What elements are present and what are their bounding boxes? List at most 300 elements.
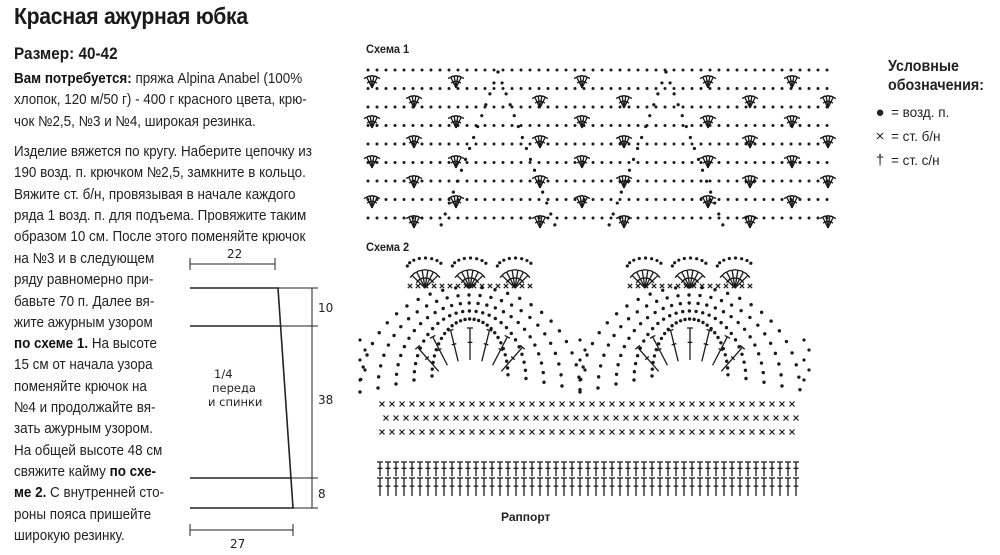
chain-stitch-mark — [634, 362, 637, 365]
chain-stitch-mark — [713, 201, 716, 204]
single-crochet-mark — [456, 284, 460, 288]
chain-stitch-mark — [529, 198, 532, 201]
chain-stitch-mark — [529, 262, 532, 265]
single-crochet-mark — [630, 430, 635, 435]
chain-stitch-mark — [817, 87, 820, 90]
chain-stitch-mark — [547, 69, 550, 72]
chain-stitch-mark — [422, 339, 425, 342]
chain-stitch-mark — [529, 161, 532, 164]
chain-stitch-mark — [627, 317, 630, 320]
chain-stitch-mark — [664, 161, 667, 164]
single-crochet-mark — [754, 416, 759, 421]
chain-stitch-mark — [529, 87, 532, 90]
chain-stitch-mark — [736, 161, 739, 164]
chain-stitch-mark — [772, 161, 775, 164]
chain-stitch-mark — [547, 106, 550, 109]
double-crochet-mark — [769, 478, 775, 496]
chain-stitch-mark — [826, 69, 829, 72]
chain-stitch-mark — [726, 292, 729, 295]
instructions-line-3: Вяжите ст. б/н, провязывая в начале каждого — [14, 186, 296, 203]
double-crochet-mark — [425, 462, 431, 476]
chain-stitch-mark — [574, 217, 577, 220]
chain-stitch-mark — [802, 358, 805, 361]
chain-stitch-mark — [817, 180, 820, 183]
chain-stitch-mark — [450, 324, 453, 327]
double-crochet-mark — [729, 478, 735, 496]
chain-stitch-mark — [448, 201, 451, 204]
chain-stitch-mark — [716, 336, 719, 339]
chain-stitch-mark — [412, 124, 415, 127]
double-crochet-mark — [385, 462, 391, 476]
chain-stitch-mark — [500, 81, 503, 84]
double-crochet-mark — [449, 478, 455, 496]
chain-stitch-mark — [457, 259, 460, 262]
chain-stitch-mark — [376, 180, 379, 183]
single-crochet-mark — [554, 416, 559, 421]
chain-stitch-mark — [729, 315, 732, 318]
chain-stitch-mark — [714, 306, 717, 309]
double-crochet-mark — [785, 462, 791, 476]
chain-stitch-mark — [754, 124, 757, 127]
legend-title-line-1: Условные — [888, 58, 959, 75]
single-crochet-mark — [488, 284, 492, 288]
chain-stitch-mark — [376, 143, 379, 146]
chain-stitch-mark — [521, 136, 524, 139]
single-crochet-mark — [628, 284, 632, 288]
chain-stitch-mark — [520, 198, 523, 201]
chain-stitch-mark — [749, 303, 752, 306]
chain-stitch-mark — [637, 161, 640, 164]
chain-stitch-mark — [592, 161, 595, 164]
chain-stitch-mark — [614, 382, 617, 385]
chain-stitch-mark — [412, 378, 415, 381]
chain-stitch-mark — [581, 365, 584, 368]
single-crochet-mark — [544, 416, 549, 421]
chain-stitch-mark — [628, 87, 631, 90]
chain-stitch-mark — [610, 180, 613, 183]
chain-stitch-mark — [682, 87, 685, 90]
chain-stitch-mark — [412, 69, 415, 72]
chain-stitch-mark — [727, 106, 730, 109]
single-crochet-mark — [404, 416, 409, 421]
double-crochet-mark — [433, 462, 439, 476]
chain-stitch-mark — [475, 217, 478, 220]
single-crochet-mark — [720, 402, 725, 407]
continuation-line: бавьте 70 п. Далее вя- — [14, 293, 155, 310]
double-crochet-mark — [769, 462, 775, 476]
chain-stitch-mark — [772, 143, 775, 146]
chain-stitch-mark — [668, 81, 671, 84]
single-crochet-mark — [620, 430, 625, 435]
single-crochet-mark — [670, 430, 675, 435]
chain-stitch-mark — [485, 303, 488, 306]
double-crochet-mark — [681, 462, 687, 476]
chain-stitch-mark — [484, 198, 487, 201]
chain-stitch-mark — [673, 180, 676, 183]
chain-stitch-mark — [439, 217, 442, 220]
chain-stitch-mark — [754, 87, 757, 90]
chain-stitch-mark — [522, 360, 525, 363]
double-crochet-mark — [545, 478, 551, 496]
chain-stitch-mark — [558, 329, 561, 332]
chain-stitch-mark — [556, 198, 559, 201]
chain-stitch-mark — [476, 125, 479, 128]
chain-stitch-mark — [396, 363, 399, 366]
double-crochet-mark — [377, 462, 383, 476]
chain-stitch-mark — [734, 256, 737, 259]
chain-stitch-mark — [394, 382, 397, 385]
double-crochet-mark — [433, 478, 439, 496]
chain-stitch-mark — [762, 371, 765, 374]
single-crochet-mark — [460, 430, 465, 435]
chain-stitch-mark — [421, 106, 424, 109]
materials-label: Вам потребуется: — [14, 71, 132, 87]
single-crochet-mark — [490, 402, 495, 407]
chain-stitch-mark — [556, 161, 559, 164]
single-crochet-mark — [460, 402, 465, 407]
chain-stitch-mark — [709, 191, 712, 194]
chain-stitch-mark — [519, 309, 522, 312]
chain-stitch-mark — [727, 217, 730, 220]
chain-stitch-mark — [799, 143, 802, 146]
chain-stitch-mark — [736, 124, 739, 127]
chain-stitch-mark — [763, 180, 766, 183]
chain-stitch-mark — [520, 69, 523, 72]
continuation-line: свяжите кайму — [14, 463, 110, 480]
chain-stitch-mark — [547, 161, 550, 164]
chain-stitch-mark — [505, 360, 508, 363]
chain-stitch-mark — [583, 180, 586, 183]
chain-stitch-mark — [713, 331, 716, 334]
chain-stitch-mark — [533, 169, 536, 172]
single-crochet-mark — [510, 402, 515, 407]
chain-stitch-mark — [430, 257, 433, 260]
chain-stitch-mark — [419, 322, 422, 325]
chain-stitch-mark — [508, 257, 511, 260]
double-crochet-mark — [737, 462, 743, 476]
single-crochet-mark — [480, 402, 485, 407]
chain-stitch-mark — [646, 198, 649, 201]
chain-stitch-mark — [367, 217, 370, 220]
double-crochet-mark — [417, 478, 423, 496]
chain-stitch-mark — [514, 256, 517, 259]
chain-stitch-mark — [612, 212, 615, 215]
chain-stitch-mark — [601, 143, 604, 146]
single-crochet-mark — [394, 416, 399, 421]
chain-stitch-mark — [376, 69, 379, 72]
double-crochet-mark — [777, 478, 783, 496]
chain-stitch-mark — [592, 69, 595, 72]
chain-stitch-mark — [745, 69, 748, 72]
chain-stitch-mark — [626, 264, 629, 267]
continuation-line: широкую резинку. — [14, 527, 125, 544]
single-crochet-mark — [700, 402, 705, 407]
chain-stitch-mark — [682, 106, 685, 109]
chain-stitch-mark — [466, 217, 469, 220]
chain-stitch-mark — [632, 259, 635, 262]
single-crochet-mark — [636, 284, 640, 288]
chain-stitch-mark — [394, 87, 397, 90]
chain-stitch-mark — [656, 92, 659, 95]
single-crochet-mark — [580, 402, 585, 407]
chain-stitch-mark — [466, 87, 469, 90]
chain-stitch-mark — [619, 161, 622, 164]
chain-stitch-mark — [646, 69, 649, 72]
chain-stitch-mark — [619, 106, 622, 109]
double-crochet-mark — [673, 478, 679, 496]
chain-stitch-mark — [436, 322, 439, 325]
chain-stitch-mark — [418, 257, 421, 260]
chain-stitch-mark — [668, 314, 671, 317]
chain-stitch-mark — [565, 124, 568, 127]
chain-stitch-mark — [808, 69, 811, 72]
chain-stitch-mark — [430, 161, 433, 164]
chain-stitch-mark — [730, 332, 733, 335]
chain-stitch-mark — [682, 217, 685, 220]
double-crochet-mark — [641, 478, 647, 496]
chain-stitch-mark — [606, 321, 609, 324]
chain-stitch-mark — [394, 180, 397, 183]
single-crochet-mark — [470, 430, 475, 435]
chain-stitch-mark — [799, 69, 802, 72]
double-crochet-mark — [529, 478, 535, 496]
chain-stitch-mark — [660, 337, 663, 340]
single-crochet-mark — [450, 402, 455, 407]
single-crochet-mark — [610, 430, 615, 435]
single-crochet-mark — [434, 416, 439, 421]
chain-stitch-mark — [543, 332, 546, 335]
chain-stitch-mark — [625, 304, 628, 307]
chain-stitch-mark — [748, 316, 751, 319]
chain-stitch-mark — [727, 143, 730, 146]
double-crochet-mark — [609, 478, 615, 496]
chain-stitch-mark — [556, 124, 559, 127]
chain-stitch-mark — [430, 143, 433, 146]
chain-stitch-mark — [601, 69, 604, 72]
chain-stitch-mark — [565, 340, 568, 343]
single-crochet-icon: × — [875, 128, 885, 145]
chain-stitch-mark — [403, 143, 406, 146]
chain-stitch-mark — [679, 319, 682, 322]
chain-stitch-mark — [484, 180, 487, 183]
chain-stitch-mark — [513, 114, 516, 117]
piece-label-line-2: переда — [212, 381, 256, 395]
single-crochet-mark — [680, 430, 685, 435]
chain-stitch-mark — [709, 69, 712, 72]
chain-stitch-mark — [610, 87, 613, 90]
chain-stitch-mark — [525, 147, 528, 150]
chain-stitch-mark — [739, 309, 742, 312]
chain-stitch-mark — [430, 217, 433, 220]
chain-stitch-mark — [628, 261, 631, 264]
single-crochet-mark — [416, 284, 420, 288]
chain-stitch-mark — [693, 147, 696, 150]
chain-stitch-mark — [808, 161, 811, 164]
chain-stitch-mark — [556, 106, 559, 109]
chain-stitch-mark — [416, 298, 419, 301]
chain-stitch-mark — [632, 158, 635, 161]
single-crochet-mark — [500, 430, 505, 435]
chain-stitch-mark — [601, 198, 604, 201]
chain-stitch-mark — [592, 198, 595, 201]
chain-stitch-mark — [700, 259, 703, 262]
chain-stitch-mark — [601, 180, 604, 183]
chain-stitch-mark — [385, 198, 388, 201]
legend-title — [888, 57, 984, 95]
chain-stitch-mark — [620, 191, 623, 194]
chain-stitch-mark — [636, 354, 639, 357]
double-crochet-mark — [417, 462, 423, 476]
single-crochet-mark — [520, 284, 524, 288]
chain-stitch-mark — [504, 353, 507, 356]
scheme2-chart — [358, 256, 810, 496]
chain-stitch-mark — [648, 292, 651, 295]
chain-stitch-mark — [520, 180, 523, 183]
double-crochet-mark — [777, 462, 783, 476]
chain-stitch-mark — [744, 377, 747, 380]
single-crochet-mark — [540, 430, 545, 435]
chain-stitch-mark — [727, 87, 730, 90]
double-crochet-mark — [673, 462, 679, 476]
chain-stitch-mark — [505, 326, 508, 329]
single-crochet-mark — [740, 402, 745, 407]
chain-stitch-mark — [537, 180, 540, 183]
chain-stitch-mark — [385, 124, 388, 127]
chain-stitch-mark — [685, 125, 688, 128]
single-crochet-mark — [730, 430, 735, 435]
chain-stitch-mark — [494, 306, 497, 309]
double-crochet-mark — [649, 462, 655, 476]
chain-stitch-mark — [607, 343, 610, 346]
chain-stitch-mark — [745, 198, 748, 201]
chain-stitch-mark — [688, 301, 691, 304]
chain-stitch-mark — [655, 106, 658, 109]
chain-stitch-mark — [817, 161, 820, 164]
chain-stitch-mark — [444, 212, 447, 215]
chain-stitch-mark — [718, 261, 721, 264]
chain-stitch-mark — [774, 352, 777, 355]
single-crochet-mark — [590, 402, 595, 407]
chain-stitch-mark — [502, 87, 505, 90]
single-crochet-mark — [470, 402, 475, 407]
chain-stitch-mark — [781, 217, 784, 220]
chain-stitch-mark — [493, 217, 496, 220]
article-title: Красная ажурная юбка — [14, 3, 248, 29]
single-crochet-mark — [440, 402, 445, 407]
chain-stitch-mark — [802, 338, 805, 341]
chain-stitch-mark — [466, 198, 469, 201]
chain-stitch-mark — [718, 217, 721, 220]
chain-stitch-mark — [664, 217, 667, 220]
chain-stitch-mark — [493, 198, 496, 201]
double-crochet-mark — [593, 478, 599, 496]
chain-stitch-mark — [817, 217, 820, 220]
chain-stitch-mark — [799, 87, 802, 90]
double-crochet-mark — [457, 462, 463, 476]
single-crochet-mark — [410, 430, 415, 435]
chain-stitch-mark — [385, 161, 388, 164]
chain-stitch-mark — [736, 217, 739, 220]
chain-stitch-mark — [454, 311, 457, 314]
single-crochet-mark — [710, 402, 715, 407]
double-crochet-mark — [689, 462, 695, 476]
single-crochet-mark — [564, 416, 569, 421]
chain-stitch-mark — [457, 69, 460, 72]
scheme1-chart — [364, 69, 836, 229]
chain-stitch-mark — [701, 169, 704, 172]
chain-stitch-mark — [640, 136, 643, 139]
chain-stitch-mark — [808, 124, 811, 127]
chain-stitch-mark — [653, 311, 656, 314]
chain-stitch-mark — [542, 381, 545, 384]
chain-stitch-mark — [745, 259, 748, 262]
chain-stitch-mark — [376, 386, 379, 389]
chain-stitch-mark — [367, 124, 370, 127]
chain-stitch-mark — [466, 143, 469, 146]
double-crochet-mark — [793, 478, 799, 496]
chain-stitch-mark — [510, 332, 513, 335]
chain-stitch-mark — [721, 223, 724, 226]
chain-stitch-mark — [592, 217, 595, 220]
chain-stitch-mark — [475, 143, 478, 146]
scheme2-label: Схема 2 — [366, 240, 410, 254]
chain-stitch-mark — [394, 106, 397, 109]
chain-stitch-mark — [439, 124, 442, 127]
chain-stitch-mark — [435, 259, 438, 262]
chain-stitch-mark — [664, 106, 667, 109]
chain-stitch-mark — [424, 256, 427, 259]
single-crochet-mark — [790, 402, 795, 407]
chain-stitch-mark — [430, 69, 433, 72]
chain-stitch-mark — [664, 87, 667, 90]
chain-stitch-mark — [645, 304, 648, 307]
chain-stitch-mark — [763, 87, 766, 90]
single-crochet-mark — [724, 284, 728, 288]
chain-stitch-mark — [528, 335, 531, 338]
chain-stitch-mark — [624, 180, 627, 183]
chain-stitch-mark — [382, 354, 385, 357]
chain-stitch-mark — [549, 212, 552, 215]
single-crochet-mark — [510, 430, 515, 435]
chain-stitch-mark — [520, 353, 523, 356]
double-crochet-mark — [665, 462, 671, 476]
double-crochet-mark — [467, 328, 473, 360]
chain-stitch-mark — [651, 327, 654, 330]
single-crochet-mark — [514, 416, 519, 421]
double-crochet-mark — [521, 478, 527, 496]
chain-stitch-mark — [727, 180, 730, 183]
chain-stitch-mark — [475, 69, 478, 72]
chain-stitch-mark — [682, 180, 685, 183]
single-crochet-mark — [774, 416, 779, 421]
chain-stitch-mark — [736, 321, 739, 324]
chain-stitch-mark — [484, 69, 487, 72]
chain-stitch-mark — [440, 337, 443, 340]
chain-stitch-mark — [484, 103, 487, 106]
chain-stitch-mark — [439, 106, 442, 109]
chain-stitch-mark — [651, 367, 654, 370]
chain-stitch-mark — [639, 322, 642, 325]
chain-stitch-mark — [808, 106, 811, 109]
single-crochet-mark — [440, 284, 444, 288]
chain-stitch-mark — [642, 339, 645, 342]
chain-stitch-mark — [493, 180, 496, 183]
single-crochet-mark — [674, 416, 679, 421]
chain-stitch-mark — [807, 368, 810, 371]
chain-stitch-mark — [772, 124, 775, 127]
chain-stitch-mark — [481, 311, 484, 314]
chain-stitch-mark — [502, 124, 505, 127]
